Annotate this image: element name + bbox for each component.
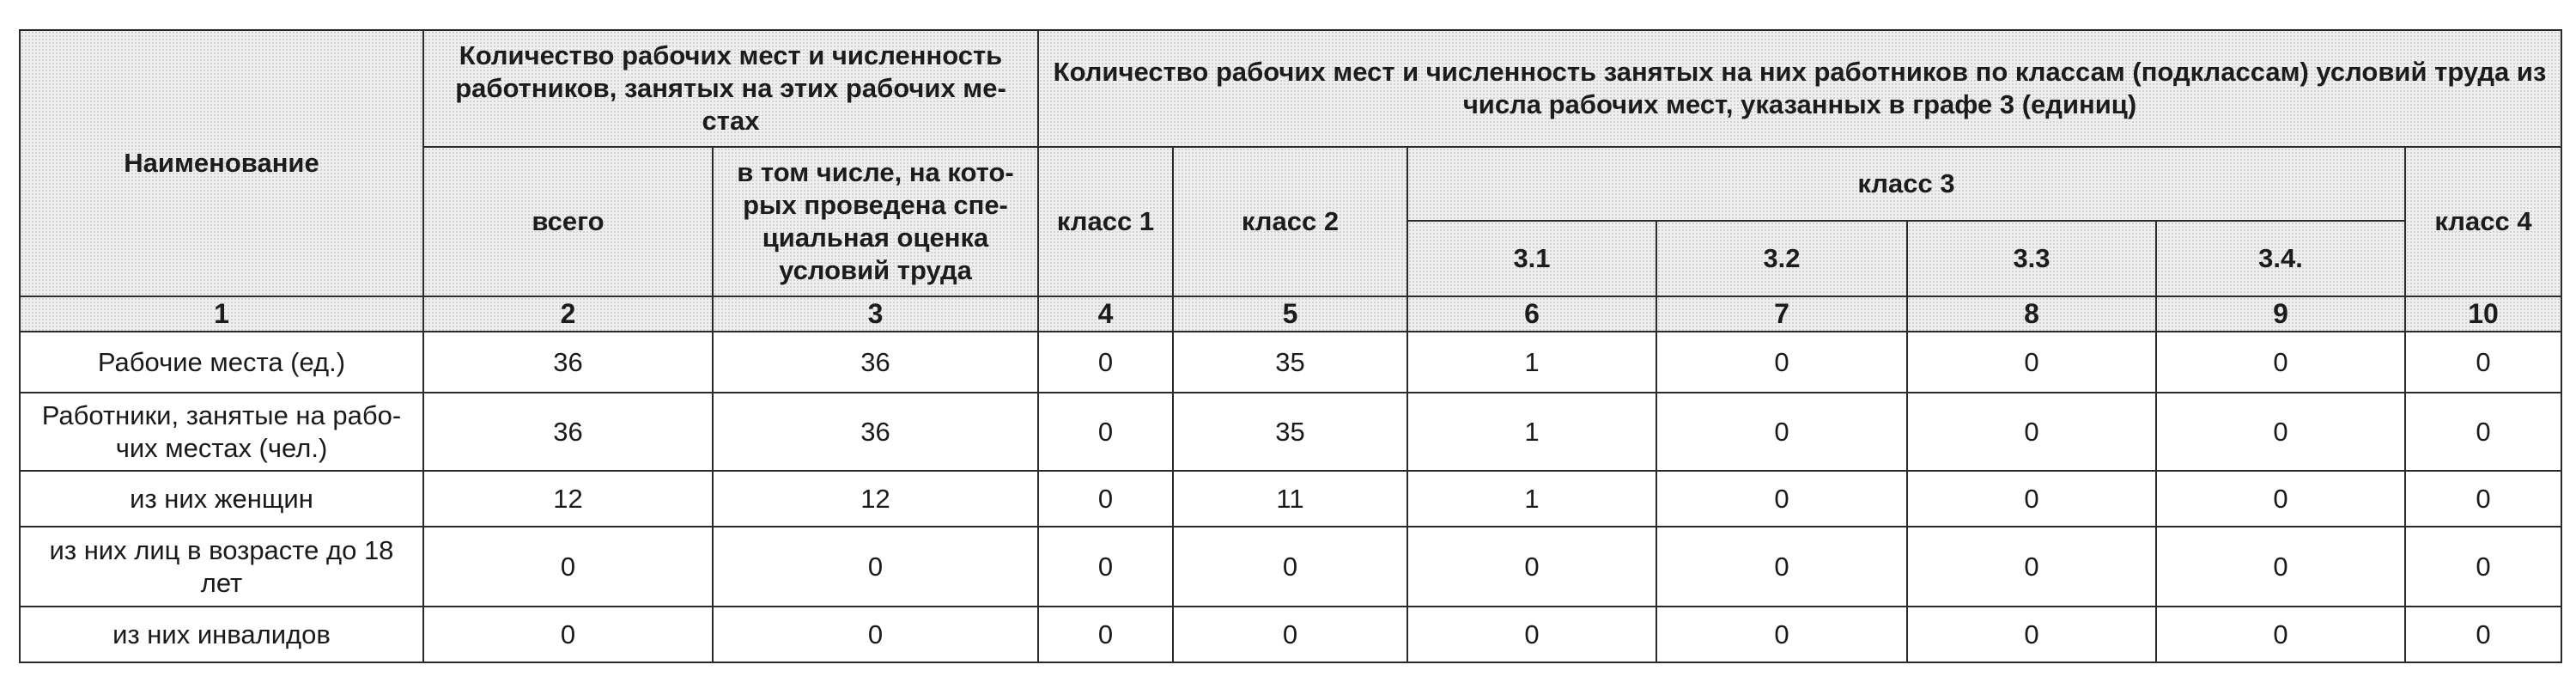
table-cell: 0 [2405, 332, 2561, 393]
header-class-4: класс 4 [2405, 147, 2561, 296]
table-header [20, 30, 2561, 332]
column-number: 3 [713, 296, 1038, 332]
row-label: Работники, занятые на рабо-чих местах (чел.) [20, 393, 423, 471]
table-cell: 0 [1656, 527, 1907, 607]
header-by-working-condition-class: Количество рабочих мест и численность занятых на них работников по классам (подклассам) условий труда из числа рабочих мест, указанных в графе 3 (единиц) [1038, 30, 2561, 147]
table-cell: 0 [1907, 332, 2156, 393]
column-number: 1 [20, 296, 423, 332]
row-label: Рабочие места (ед.) [20, 332, 423, 393]
header-class-3: класс 3 [1407, 147, 2405, 221]
table-cell: 35 [1173, 332, 1407, 393]
column-number: 10 [2405, 296, 2561, 332]
table-cell: 0 [1656, 393, 1907, 471]
header-subclass-3-3: 3.3 [1907, 221, 2156, 296]
table-cell: 0 [713, 527, 1038, 607]
table-row-workplaces [20, 332, 2561, 393]
table-cell: 0 [1038, 607, 1173, 662]
column-number: 4 [1038, 296, 1173, 332]
table-row-disabled [20, 607, 2561, 662]
table-cell: 0 [423, 607, 713, 662]
table-cell: 0 [1907, 393, 2156, 471]
table-cell: 36 [713, 393, 1038, 471]
table-cell: 0 [2156, 332, 2405, 393]
header-assessed: в том числе, на кото-рых проведена спе-циальная оценка условий труда [713, 147, 1038, 296]
column-number: 6 [1407, 296, 1656, 332]
column-number: 9 [2156, 296, 2405, 332]
table-cell: 36 [423, 393, 713, 471]
table-cell: 1 [1407, 471, 1656, 527]
column-number: 2 [423, 296, 713, 332]
table-cell: 1 [1407, 332, 1656, 393]
table-body [20, 332, 2561, 662]
column-number: 8 [1907, 296, 2156, 332]
table-cell: 0 [1173, 607, 1407, 662]
column-number: 7 [1656, 296, 1907, 332]
working-conditions-table-sheet [19, 29, 2561, 663]
table-row-employees [20, 393, 2561, 471]
table-cell: 0 [1907, 471, 2156, 527]
table-cell: 36 [713, 332, 1038, 393]
row-label: из них инвалидов [20, 607, 423, 662]
table-cell: 0 [2156, 393, 2405, 471]
table-cell: 0 [2405, 471, 2561, 527]
table-cell: 1 [1407, 393, 1656, 471]
table-cell: 0 [2405, 607, 2561, 662]
table-cell: 0 [1407, 527, 1656, 607]
table-cell: 0 [2156, 527, 2405, 607]
header-class-2: класс 2 [1173, 147, 1407, 296]
table-cell: 0 [1407, 607, 1656, 662]
table-cell: 36 [423, 332, 713, 393]
table-cell: 0 [2156, 471, 2405, 527]
row-label: из них женщин [20, 471, 423, 527]
column-number: 5 [1173, 296, 1407, 332]
table-cell: 0 [1907, 527, 2156, 607]
row-label: из них лиц в возрасте до 18 лет [20, 527, 423, 607]
table-cell: 0 [1173, 527, 1407, 607]
table-row-under-18 [20, 527, 2561, 607]
table-cell: 12 [713, 471, 1038, 527]
table-cell: 0 [2156, 607, 2405, 662]
header-subclass-3-1: 3.1 [1407, 221, 1656, 296]
table-cell: 0 [1038, 527, 1173, 607]
table-cell: 0 [423, 527, 713, 607]
table-cell: 0 [1656, 471, 1907, 527]
working-conditions-table [19, 29, 2562, 663]
header-name: Наименование [20, 30, 423, 296]
header-total: всего [423, 147, 713, 296]
table-cell: 12 [423, 471, 713, 527]
header-subclass-3-4: 3.4. [2156, 221, 2405, 296]
table-cell: 0 [2405, 527, 2561, 607]
table-cell: 0 [1907, 607, 2156, 662]
table-cell: 0 [1038, 393, 1173, 471]
table-row-women [20, 471, 2561, 527]
table-cell: 11 [1173, 471, 1407, 527]
table-cell: 0 [713, 607, 1038, 662]
table-cell: 0 [1038, 332, 1173, 393]
header-class-1: класс 1 [1038, 147, 1173, 296]
header-workplaces-and-employees: Количество рабочих мест и численность работников, занятых на этих рабочих ме-стах [423, 30, 1038, 147]
table-cell: 0 [1656, 332, 1907, 393]
header-subclass-3-2: 3.2 [1656, 221, 1907, 296]
table-cell: 35 [1173, 393, 1407, 471]
column-number-row [20, 296, 2561, 332]
table-cell: 0 [1038, 471, 1173, 527]
table-cell: 0 [1656, 607, 1907, 662]
table-cell: 0 [2405, 393, 2561, 471]
